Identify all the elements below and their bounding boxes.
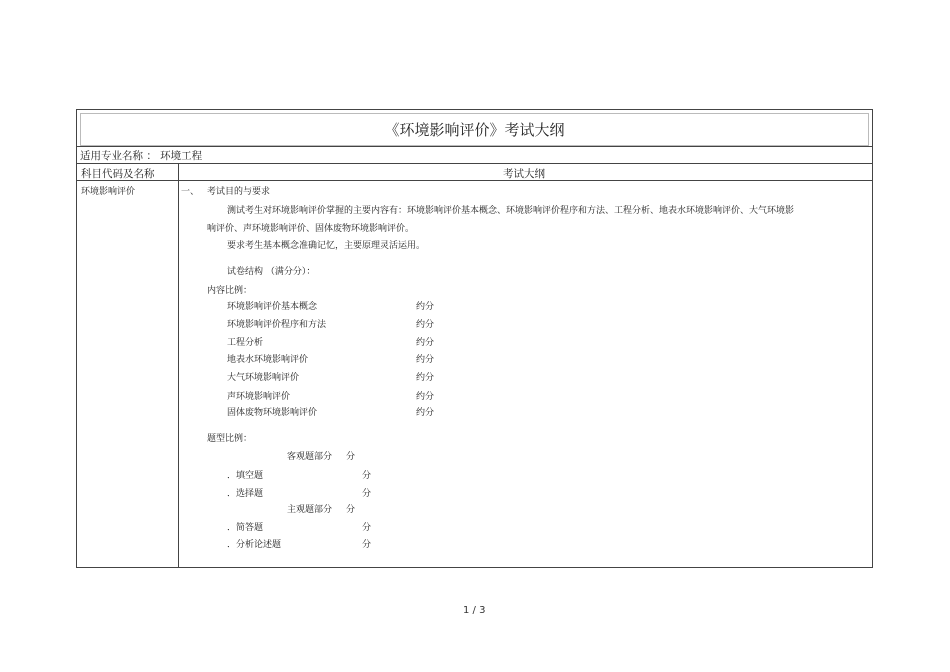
paragraph-line: 响评价、声环境影响评价、固体废物环境影响评价。 (207, 224, 415, 234)
content-item-value: 约分 (416, 373, 435, 383)
subjective-label: 主观题部分 (287, 505, 333, 515)
applicable-major: 适用专业名称 ： 环境工程 (80, 150, 203, 162)
row-divider (76, 180, 873, 181)
content-item-value: 约分 (416, 320, 435, 330)
subjective-value: 分 (346, 505, 356, 515)
header-outline: 考试大纲 (503, 168, 545, 180)
title-box (80, 113, 869, 146)
objective-value: 分 (346, 452, 356, 462)
column-divider (178, 163, 179, 568)
content-item-name: 地表水环境影响评价 (227, 355, 309, 365)
question-item-name: ．填空题 (227, 471, 264, 481)
requirement-text: 要求考生基本概念准确记忆，主要原理灵活运用。 (227, 241, 426, 251)
question-item-value: 分 (362, 489, 372, 499)
structure-heading: 试卷结构 （满分分）： (227, 267, 316, 277)
paragraph-line: 测试考生对环境影响评价掌握的主要内容有：环境影响评价基本概念、环境影响评价程序和方法、工程分析、地表水环境影响评价、大气环境影 (227, 206, 795, 216)
content-ratio-label: 内容比例： (207, 286, 253, 296)
question-item-value: 分 (362, 471, 372, 481)
question-item-name: ．选择题 (227, 489, 264, 499)
content-item-name: 工程分析 (227, 338, 264, 348)
content-item-value: 约分 (416, 338, 435, 348)
question-item-name: ．简答题 (227, 523, 264, 533)
content-item-name: 声环境影响评价 (227, 392, 291, 402)
content-item-name: 大气环境影响评价 (227, 373, 300, 383)
subject-name: 环境影响评价 (81, 187, 136, 197)
page-indicator: 1 / 3 (463, 605, 486, 616)
question-item-name: ．分析论述题 (227, 540, 282, 550)
content-item-value: 约分 (416, 302, 435, 312)
row-divider (76, 163, 873, 164)
header-subject-code: 科目代码及名称 (81, 168, 155, 180)
content-item-value: 约分 (416, 392, 435, 402)
outline-table (76, 109, 873, 568)
row-divider (76, 146, 873, 147)
content-item-value: 约分 (416, 355, 435, 365)
question-type-label: 题型比例： (207, 434, 253, 444)
section-number: 一、 (181, 187, 200, 197)
content-item-name: 固体废物环境影响评价 (227, 408, 318, 418)
content-item-value: 约分 (416, 408, 435, 418)
section-heading: 考试目的与要求 (207, 187, 271, 197)
question-item-value: 分 (362, 523, 372, 533)
objective-label: 客观题部分 (287, 452, 333, 462)
content-item-name: 环境影响评价基本概念 (227, 302, 318, 312)
question-item-value: 分 (362, 540, 372, 550)
content-item-name: 环境影响评价程序和方法 (227, 320, 327, 330)
document-title: 《环境影响评价》考试大纲 (384, 121, 565, 139)
